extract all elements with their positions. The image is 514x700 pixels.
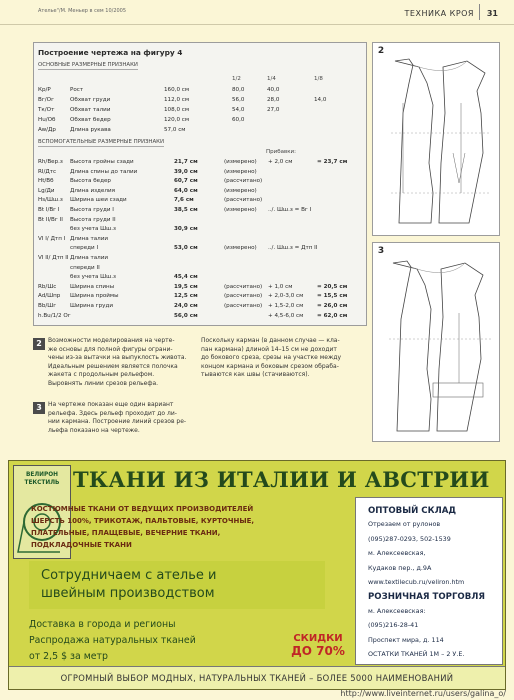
cell-code: Bt II/Вг II [38, 216, 63, 223]
figure-number: 2 [375, 45, 387, 57]
aux-measurements-heading: ВСПОМОГАТЕЛЬНЫЕ РАЗМЕРНЫЕ ПРИЗНАКИ [38, 139, 165, 145]
cell-m: (измерено) [224, 168, 257, 175]
contact-line: м. Алексеевская, [368, 549, 426, 558]
cell-t: = 20,5 см [317, 283, 348, 290]
aux-measure-row [34, 224, 366, 234]
cell-t: = 15,5 см [317, 293, 348, 300]
cell-b: 27,0 [267, 107, 280, 113]
table-title: Построение чертежа на фигуру 4 [38, 48, 183, 57]
aux-measure-row [34, 157, 366, 167]
col-header-eighth: 1/8 [314, 76, 323, 82]
section-title: ТЕХНИКА КРОЯ [404, 9, 474, 18]
pattern-figure-2 [372, 42, 500, 236]
contact-line: (095)216-28-41 [368, 621, 419, 630]
cell-b: 40,0 [267, 87, 280, 93]
aux-measure-row [34, 291, 366, 301]
cell-code: Bt I/Вг I [38, 207, 60, 213]
aux-measure-row [34, 301, 366, 311]
cell-code: Кр/Р [38, 87, 51, 93]
cell-name: Ширина проймы [70, 293, 119, 300]
cell-a: 80,0 [232, 87, 245, 93]
cell-code: Вг/Ог [38, 97, 55, 103]
feature-line: ПЛАТЕЛЬНЫЕ, ПЛАЩЕВЫЕ, ВЕЧЕРНИЕ ТКАНИ, [31, 529, 221, 537]
aux-measure-row [34, 195, 366, 205]
cell-m: (измерено) [224, 245, 257, 252]
aux-measure-row [34, 253, 366, 263]
aux-measure-row [34, 282, 366, 292]
cell-v: 21,7 см [174, 159, 198, 165]
cell-m: (измерено) [224, 159, 257, 165]
cell-v: 39,0 см [174, 168, 198, 175]
main-measure-row [34, 85, 366, 95]
cell-v: 38,5 см [174, 207, 198, 213]
cell-v: 108,0 см [164, 107, 190, 113]
cell-v: 45,4 см [174, 274, 198, 281]
service-line: Распродажа натуральных тканей [29, 635, 196, 646]
cell-name: Длина талии [70, 235, 108, 242]
cell-name: Обхват груди [70, 97, 111, 103]
note-2-text: Возможности моделирования на черте- же основы для полной фигуры ограни- чены из-за вытачки на выпуклость живота. Идеальным решением является полочка жакета с продольным рельефом. Выровнять линии срезов рельефа. [48, 337, 187, 387]
contact-line: м. Алексеевская: [368, 606, 426, 615]
cell-v: 53,0 см [174, 245, 198, 252]
aux-measure-row [34, 243, 366, 253]
source-url[interactable]: http://www.liveinternet.ru/users/galina_o/ [340, 689, 506, 698]
cell-name: без учета Шш.з [70, 274, 117, 281]
page-header [0, 0, 514, 25]
advertisement [8, 460, 506, 690]
cell-p: + 4,5-6,0 см [268, 312, 304, 319]
cell-name: Обхват бедер [70, 117, 111, 123]
aux-measure-row [34, 215, 366, 225]
header-divider [479, 4, 480, 20]
cell-m: (рассчитано) [224, 197, 263, 204]
cell-a: 54,0 [232, 107, 245, 113]
issue-reference: Ателье"/М. Меньер в сем 10/2005 [38, 8, 127, 14]
main-measure-row [34, 115, 366, 125]
col-header-half: 1/2 [232, 76, 241, 82]
contact-line: ОСТАТКИ ТКАНЕЙ 1М – 2 У.Е. [368, 650, 465, 658]
contact-line: Отрезаем от рулонов [368, 520, 441, 529]
cell-m: (измерено) [224, 187, 257, 194]
cell-b: 28,0 [267, 97, 280, 103]
contact-line: (095)287-0293, 502-1539 [368, 534, 451, 543]
partnership-banner: Сотрудничаем с ателье и швейным производством [29, 561, 325, 609]
aux-measure-row [34, 167, 366, 177]
cell-a: 60,0 [232, 117, 245, 123]
note-3-text: На чертеже показан еще один вариант рельефа. Здесь рельеф проходит до ли- нии кармана. Построение линий срезов ре- льефа показано на чертеже. [48, 401, 187, 434]
cell-code: Hu/Об [38, 117, 56, 123]
pattern-drawing [373, 243, 499, 441]
cell-name: Ширина шеи сзади [70, 197, 127, 204]
cell-code: Rb/Шс [38, 283, 57, 290]
cell-v: 56,0 см [174, 312, 198, 319]
aux-measure-row [34, 186, 366, 196]
cell-v: 112,0 см [164, 97, 190, 103]
cell-code: h.Bu/1/2 Ог [38, 312, 71, 319]
figure-number: 3 [375, 245, 387, 257]
cell-name: Рост [70, 87, 84, 93]
cell-code: Rh/Вер.з [38, 159, 63, 165]
contact-heading: РОЗНИЧНАЯ ТОРГОВЛЯ [368, 592, 486, 603]
cell-code: Bb/Шг [38, 303, 57, 309]
cell-name: Длина изделия [70, 187, 115, 194]
aux-measure-row [34, 311, 366, 321]
cell-p: ../. Шш.з = Дтп II [268, 245, 318, 252]
aux-measure-row [34, 176, 366, 186]
cell-v: 30,9 см [174, 226, 198, 233]
cell-code: Hs/Шш.з [38, 197, 63, 204]
cell-code: RI/Дтс [38, 168, 57, 175]
cell-name: Длина спины до талии [70, 168, 138, 175]
contact-line: www.textilecub.ru/veliron.htm [368, 578, 465, 586]
main-measure-row [34, 105, 366, 115]
cell-name: Длина талии [70, 255, 108, 261]
discount-badge: СКИДКИ ДО 70% [291, 633, 345, 658]
cell-v: 19,5 см [174, 283, 198, 290]
cell-v: 120,0 см [164, 117, 190, 123]
cell-v: 7,6 см [174, 197, 194, 204]
note-2-marker: 2 [33, 338, 45, 350]
aux-measure-row [34, 272, 366, 282]
cell-m: (измерено) [224, 207, 257, 213]
cell-p: + 1,0 см [268, 283, 293, 290]
cell-name: Ширина спины [70, 283, 115, 290]
cell-name: Высота груди II [70, 216, 116, 223]
cell-m: (рассчитано) [224, 293, 263, 300]
main-measurements-heading: ОСНОВНЫЕ РАЗМЕРНЫЕ ПРИЗНАКИ [38, 62, 138, 68]
pattern-drawing [373, 43, 499, 235]
cell-code: Ht/Вб [38, 178, 54, 185]
contact-line: Проспект мира, д. 114 [368, 635, 444, 644]
cell-name: Высота груди I [70, 207, 114, 213]
aux-measure-row [34, 263, 366, 273]
cell-p: + 2,0-3,0 см [268, 293, 304, 300]
note-2-continued: Поскольку карман (в данном случае — кла- пан кармана) длиной 14–15 см не доходит до бокового среза, срезы на участке между концом кармана и боковым срезом обраба- тываются как швы (стачиваются). [201, 337, 342, 378]
cell-code: VI I/ Дтп I [38, 235, 66, 242]
cell-name: Высота бедер [70, 178, 111, 185]
measurement-table [33, 42, 367, 326]
cell-name: без учета Шш.з [70, 226, 117, 233]
page-number: 31 [486, 9, 498, 18]
cell-v: 12,5 см [174, 293, 198, 300]
cell-m: (рассчитано) [224, 178, 263, 185]
feature-line: КОСТЮМНЫЕ ТКАНИ ОТ ВЕДУЩИХ ПРОИЗВОДИТЕЛЕЙ [31, 505, 254, 513]
cell-m: (рассчитано) [224, 283, 263, 290]
main-measure-row [34, 95, 366, 105]
veliron-logo: ВЕЛИРОН ТЕКСТИЛЬ [13, 465, 71, 559]
cell-name: Высота гройны сзади [70, 159, 134, 165]
contact-line: Кудаков пер., д.9А [368, 563, 432, 572]
cell-name: Ширина груди [70, 303, 113, 309]
col-header-quarter: 1/4 [267, 76, 276, 82]
cell-name: спереди I [70, 245, 99, 252]
aux-measure-row [34, 205, 366, 215]
ad-title: ТКАНИ ИЗ ИТАЛИИ И АВСТРИИ [73, 467, 490, 492]
cell-code: Тк/От [38, 107, 55, 113]
cell-p: + 1,5-2,0 см [268, 303, 304, 309]
main-measure-row [34, 125, 366, 135]
service-line: Доставка в города и регионы [29, 619, 176, 630]
fabric-roll-icon [14, 490, 70, 560]
cell-v: 160,0 см [164, 87, 190, 93]
cell-c: 14,0 [314, 97, 327, 103]
cell-v: 24,0 см [174, 303, 198, 309]
feature-line: ПОДКЛАДОЧНЫЕ ТКАНИ [31, 541, 132, 549]
cell-code: Aw/Др [38, 127, 56, 133]
contacts-box [355, 497, 503, 665]
cell-name: спереди II [70, 264, 100, 271]
aux-measure-row [34, 234, 366, 244]
cell-name: Длина рукава [70, 127, 111, 133]
cell-p: ../. Шш.з = Вг I [268, 207, 312, 213]
cell-m: (рассчитано) [224, 303, 263, 309]
cell-t: = 26,0 см [317, 303, 348, 309]
allowances-heading: Прибавки: [266, 149, 296, 155]
ad-bottom-strip: ОГРОМНЫЙ ВЫБОР МОДНЫХ, НАТУРАЛЬНЫХ ТКАНЕЙ – БОЛЕЕ 5000 НАИМЕНОВАНИЙ [9, 666, 505, 689]
cell-t: = 23,7 см [317, 159, 348, 165]
contact-heading: ОПТОВЫЙ СКЛАД [368, 506, 457, 516]
service-line: от 2,5 $ за метр [29, 651, 108, 662]
cell-code: VI II/ Дтп II [38, 255, 69, 261]
pattern-figure-3 [372, 242, 500, 442]
note-3-marker: 3 [33, 402, 45, 414]
cell-v: 60,7 см [174, 178, 198, 185]
cell-name: Обхват талии [70, 107, 111, 113]
cell-code: Ad/Шпр [38, 293, 61, 300]
cell-v: 64,0 см [174, 187, 198, 194]
cell-v: 57,0 см [164, 127, 186, 133]
cell-p: + 2,0 см [268, 159, 293, 165]
cell-a: 56,0 [232, 97, 245, 103]
feature-line: ШЕРСТЬ 100%, ТРИКОТАЖ, ПАЛЬТОВЫЕ, КУРТОЧНЫЕ, [31, 517, 255, 525]
cell-code: Lg/Ди [38, 187, 55, 194]
cell-t: = 62,0 см [317, 312, 348, 319]
